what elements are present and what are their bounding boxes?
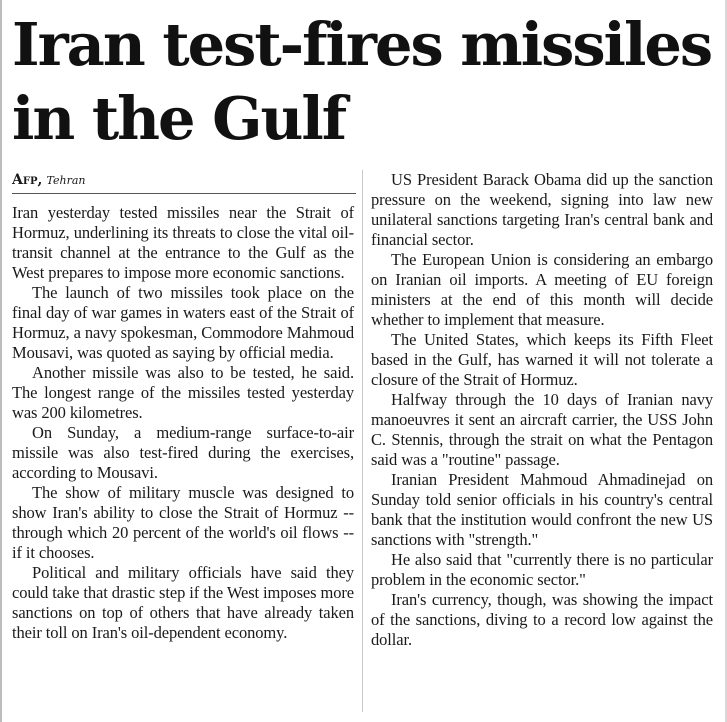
paragraph: The European Union is considering an embargo on Iranian oil imports. A meeting of EU foreign ministers at the end of this month will decide whether to implement that measure. [371, 250, 713, 329]
article-column-left [12, 203, 354, 643]
paragraph: US President Barack Obama did up the sanction pressure on the weekend, signing into law new unilateral sanctions targeting Iran's central bank and financial sector. [371, 170, 713, 249]
column-divider [362, 170, 363, 712]
byline-rule [12, 193, 356, 194]
paragraph: The United States, which keeps its Fifth Fleet based in the Gulf, has warned it will not tolerate a closure of the Strait of Hormuz. [371, 330, 713, 389]
paragraph: On Sunday, a medium-range surface-to-air missile was also test-fired during the exercises, according to Mousavi. [12, 423, 354, 482]
paragraph: Iran's currency, though, was showing the impact of the sanctions, diving to a record low against the dollar. [371, 590, 713, 649]
page-frame-left [0, 0, 2, 722]
paragraph: Political and military officials have said they could take that drastic step if the West imposes more sanctions on top of others that have already taken their toll on Iran's oil-dependent economy. [12, 563, 354, 642]
paragraph: The show of military muscle was designed to show Iran's ability to close the Strait of Hormuz -- through which 20 percent of the world's oil flows -- if it chooses. [12, 483, 354, 562]
paragraph: Another missile was also to be tested, he said. The longest range of the missiles tested yesterday was 200 kilometres. [12, 363, 354, 422]
byline [12, 172, 85, 189]
paragraph: Halfway through the 10 days of Iranian navy manoeuvres it sent an aircraft carrier, the USS John C. Stennis, through the strait on what the Pentagon said was a "routine" passage. [371, 390, 713, 469]
paragraph: Iran yesterday tested missiles near the Strait of Hormuz, underlining its threats to close the vital oil-transit channel at the entrance to the Gulf as the West prepares to impose more economic sanctions. [12, 203, 354, 282]
paragraph: Iranian President Mahmoud Ahmadinejad on Sunday told senior officials in his country's central bank that the institution would confront the new US sanctions with "strength." [371, 470, 713, 549]
headline [12, 8, 717, 156]
headline-line-2: in the Gulf [12, 84, 346, 153]
paragraph: He also said that "currently there is no particular problem in the economic sector." [371, 550, 713, 589]
byline-agency: Afp, [12, 172, 43, 188]
headline-line-1: Iran test-fires missiles [12, 10, 712, 79]
byline-location: Tehran [46, 174, 86, 187]
paragraph: The launch of two missiles took place on the final day of war games in waters east of the Strait of Hormuz, a navy spokesman, Commodore Mahmoud Mousavi, was quoted as saying by official media. [12, 283, 354, 362]
article-column-right [371, 170, 713, 650]
